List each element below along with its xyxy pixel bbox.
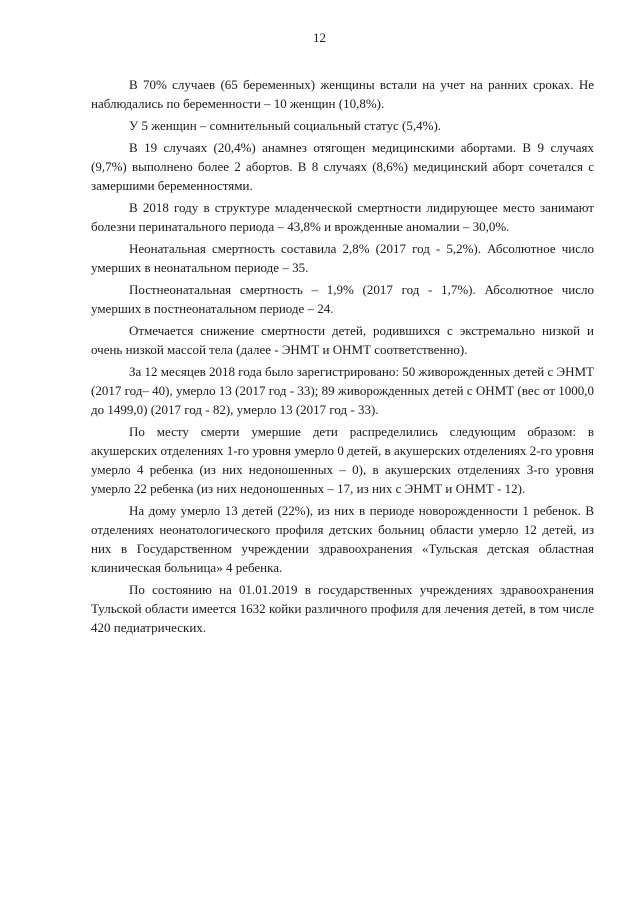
paragraph-12-month-stats: За 12 месяцев 2018 года было зарегистрировано: 50 живорожденных детей с ЭНМТ (2017 год– 40), умерло 13 (2017 год - 33); 89 живорожденных детей с ОНМТ (вес от 1000,0 до 1499,0) (2017 год - 82), умерло 13 (2017 год - 33).	[91, 364, 594, 417]
paragraph-mortality-structure: В 2018 году в структуре младенческой смертности лидирующее место занимают болезни перинатального периода – 43,8% и врожденные аномалии – 30,0%.	[91, 200, 594, 234]
document-body	[91, 75, 594, 640]
paragraph-low-birthweight: Отмечается снижение смертности детей, родившихся с экстремально низкой и очень низкой массой тела (далее - ЭНМТ и ОНМТ соответственно).	[91, 323, 594, 357]
paragraph-bed-capacity: По состоянию на 01.01.2019 в государственных учреждениях здравоохранения Тульской области имеется 1632 койки различного профиля для лечения детей, в том числе 420 педиатрических.	[91, 582, 594, 635]
paragraph-prenatal-care: В 70% случаев (65 беременных) женщины встали на учет на ранних сроках. Не наблюдались по беременности – 10 женщин (10,8%).	[91, 77, 594, 111]
paragraph-place-of-death: По месту смерти умершие дети распределились следующим образом: в акушерских отделениях 1-го уровня умерло 0 детей, в акушерских отделениях 2-го уровня умерло 4 ребенка (из них недоношенных – 0), в акушерских отделениях 3-го уровня умерло 22 ребенка (из них недоношенных – 17, из них с ЭНМТ и ОНМТ - 12).	[91, 424, 594, 496]
paragraph-social-status: У 5 женщин – сомнительный социальный статус (5,4%).	[129, 118, 442, 133]
paragraph-home-deaths: На дому умерло 13 детей (22%), из них в периоде новорожденности 1 ребенок. В отделениях неонатологического профиля детских больниц области умерло 12 детей, из них в Государственном учреждении здравоохранения «Тульская детская областная клиническая больница» 4 ребенка.	[91, 503, 594, 575]
paragraph-abortion-history: В 19 случаях (20,4%) анамнез отягощен медицинскими абортами. В 9 случаях (9,7%) выполнено более 2 абортов. В 8 случаях (8,6%) медицинский аборт сочетался с замершими беременностями.	[91, 140, 594, 193]
page-number: 12	[313, 30, 326, 45]
paragraph-postneonatal-mortality: Постнеонатальная смертность – 1,9% (2017 год - 1,7%). Абсолютное число умерших в постнеонатальном периоде – 24.	[91, 282, 594, 316]
paragraph-neonatal-mortality: Неонатальная смертность составила 2,8% (2017 год - 5,2%). Абсолютное число умерших в неонатальном периоде – 35.	[91, 241, 594, 275]
